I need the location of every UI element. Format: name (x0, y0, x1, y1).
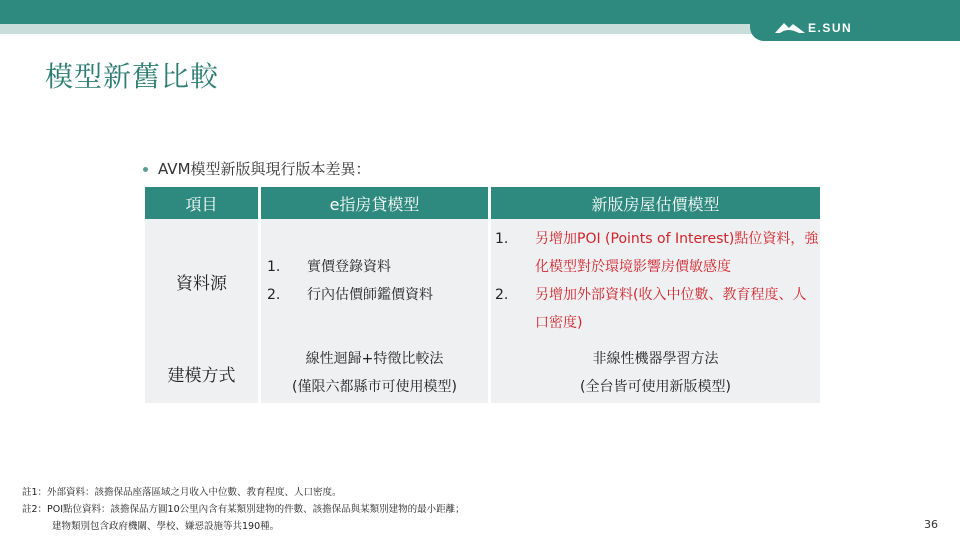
list-item: 2. 另增加外部資料(收入中位數、教育程度、人口密度) (495, 287, 807, 331)
bullet-dot-icon (143, 167, 148, 172)
page-number: 36 (924, 518, 938, 531)
footnote-2-continued: 建物類別包含政府機關、學校、嫌惡設施等共190種。 (52, 521, 280, 532)
brand-name: E.SUN (808, 21, 853, 35)
header-item: 項目 (145, 187, 258, 219)
list-item: 1. 實價登錄資料 (267, 259, 391, 275)
list-item: 2. 行內估價師鑑價資料 (267, 287, 433, 303)
bullet-item (143, 158, 371, 179)
mountain-logo-icon (775, 19, 805, 35)
new-model-data-sources (491, 219, 820, 343)
list-item: 1. 另增加POI (Points of Interest)點位資料，強化模型對於環境影響房價敏感度 (495, 231, 819, 275)
old-model-method: 線性迴歸+特徵比較法 (僅限六都縣市可使用模型) (261, 343, 488, 403)
comparison-table (142, 187, 823, 403)
brand-logo (750, 15, 960, 41)
table-row (145, 343, 820, 403)
header-new-model: 新版房屋估價模型 (491, 187, 820, 219)
footnote-2: 註2：POI點位資料：該擔保品方圓10公里內含有某類別建物的件數、該擔保品與某類別建物的最小距離； (22, 504, 465, 515)
table-row (145, 219, 820, 343)
footnotes (22, 484, 465, 535)
page-title: 模型新舊比較 (45, 60, 220, 93)
table-header-row (145, 187, 820, 219)
header-old-model: e指房貸模型 (261, 187, 488, 219)
row-label-data-source: 資料源 (145, 219, 258, 343)
old-model-data-sources (261, 219, 488, 343)
row-label-modeling: 建模方式 (145, 343, 258, 403)
new-model-method: 非線性機器學習方法 (全台皆可使用新版模型) (491, 343, 820, 403)
footnote-1: 註1：外部資料：該擔保品座落區域之月收入中位數、教育程度、人口密度。 (22, 487, 342, 498)
bullet-text: AVM模型新版與現行版本差異： (158, 160, 371, 178)
